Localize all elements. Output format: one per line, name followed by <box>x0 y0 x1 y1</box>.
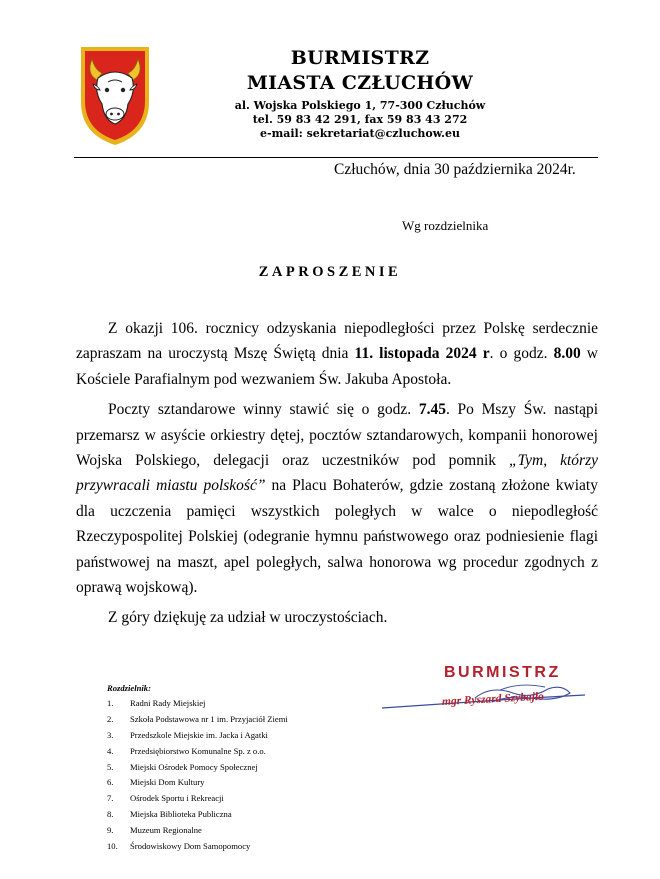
list-item-number: 1. <box>107 697 114 708</box>
issuer-title-line2: MIASTA CZŁUCHÓW <box>246 72 474 94</box>
p1-text-a: Z okazji 106. rocznicy odzyskania niepodległości przez Polskę serdecznie zapraszam na uroczystą Mszę Świętą dnia <box>76 320 598 363</box>
list-item-number: 4. <box>107 745 114 756</box>
list-item-text: Ośrodek Sportu i Rekreacji <box>130 793 224 804</box>
document-title: ZAPROSZENIE <box>258 264 402 280</box>
p2-text-a: Poczty sztandarowe winny stawić się o godz. <box>108 401 419 419</box>
list-item-number: 2. <box>107 713 114 724</box>
p2-time: 7.45 <box>418 401 446 419</box>
list-item-text: Miejski Dom Kultury <box>130 777 205 788</box>
list-item <box>107 838 387 854</box>
list-item-text: Szkoła Podstawowa nr 1 im. Przyjaciół Ziemi <box>130 713 288 724</box>
coat-of-arms-crest-icon <box>78 44 152 148</box>
issuer-phone: tel. 59 83 42 291, fax 59 83 43 272 <box>252 113 468 126</box>
list-item-number: 9. <box>107 825 114 836</box>
list-item <box>107 822 387 838</box>
p1-time: 8.00 <box>553 345 581 363</box>
list-item-number: 7. <box>107 793 114 804</box>
list-item <box>107 806 387 822</box>
list-item-text: Miejski Ośrodek Pomocy Społecznej <box>130 761 258 772</box>
list-item <box>107 695 387 711</box>
list-item-text: Środowiskowy Dom Samopomocy <box>130 840 251 851</box>
header-divider <box>74 157 598 158</box>
issuer-address: al. Wojska Polskiego 1, 77-300 Człuchów <box>234 99 486 112</box>
list-item-number: 3. <box>107 729 114 740</box>
distribution-heading: Rozdzielnik: <box>107 683 151 693</box>
issuer-email: e-mail: sekretariat@czluchow.eu <box>260 127 460 140</box>
p1-text-e: w Kościele Parafialnym pod wezwaniem Św. Jakuba Apostoła. <box>76 345 598 388</box>
list-item <box>107 711 387 727</box>
p1-date: 11. listopada 2024 r <box>354 345 490 363</box>
paragraph-1 <box>76 316 598 392</box>
date-line: Człuchów, dnia 30 października 2024r. <box>334 161 576 178</box>
issuer-title <box>230 46 490 96</box>
recipient-line: Wg rozdzielnika <box>402 218 489 233</box>
list-item-number: 6. <box>107 777 114 788</box>
p2-monument-name: „Tym, którzy przywracali miastu polskość” <box>76 452 598 495</box>
issuer-title-line1: BURMISTRZ <box>290 47 430 69</box>
list-item <box>107 774 387 790</box>
list-item <box>107 743 387 759</box>
list-item-number: 8. <box>107 809 114 820</box>
p2-text-e: na Placu Bohaterów, gdzie zostaną złożone kwiaty dla uczczenia pamięci wszystkich poległych w walce o niepodległość Rzeczypospolitej Polskiej (odegranie hymnu państwowego oraz podniesienie flagi państwowej na maszt, apel poległych, salwa honorowa wg procedur zgodnych z oprawą wojskową). <box>76 477 598 597</box>
letter-body <box>76 316 598 636</box>
stamp-signatory-name: mgr Ryszard Szybajło <box>441 690 545 708</box>
list-item-number: 5. <box>107 761 114 772</box>
list-item-text: Przedszkole Miejskie im. Jacka i Agatki <box>130 729 268 740</box>
p1-text-c: . o godz. <box>489 345 554 363</box>
list-item <box>107 790 387 806</box>
list-item-text: Muzeum Regionalne <box>130 825 202 836</box>
list-item-text: Radni Rady Miejskiej <box>130 697 206 708</box>
stamp-title: BURMISTRZ <box>444 664 561 681</box>
paragraph-2 <box>76 397 598 600</box>
p2-text-c: . Po Mszy Św. nastąpi przemarsz w asyście orkiestry dętej, pocztów sztandarowych, kompanii honorowej Wojska Polskiego, delegacji oraz uczestników pod pomnik <box>76 401 599 470</box>
list-item <box>107 759 387 775</box>
list-item <box>107 727 387 743</box>
list-item-text: Miejska Biblioteka Publiczna <box>130 809 232 820</box>
list-item-text: Przedsiębiorstwo Komunalne Sp. z o.o. <box>130 745 266 756</box>
paragraph-3: Z góry dziękuję za udział w uroczystościach. <box>108 609 388 627</box>
issuer-contact <box>220 99 500 141</box>
list-item-number: 10. <box>107 840 118 851</box>
distribution-list <box>107 683 387 854</box>
